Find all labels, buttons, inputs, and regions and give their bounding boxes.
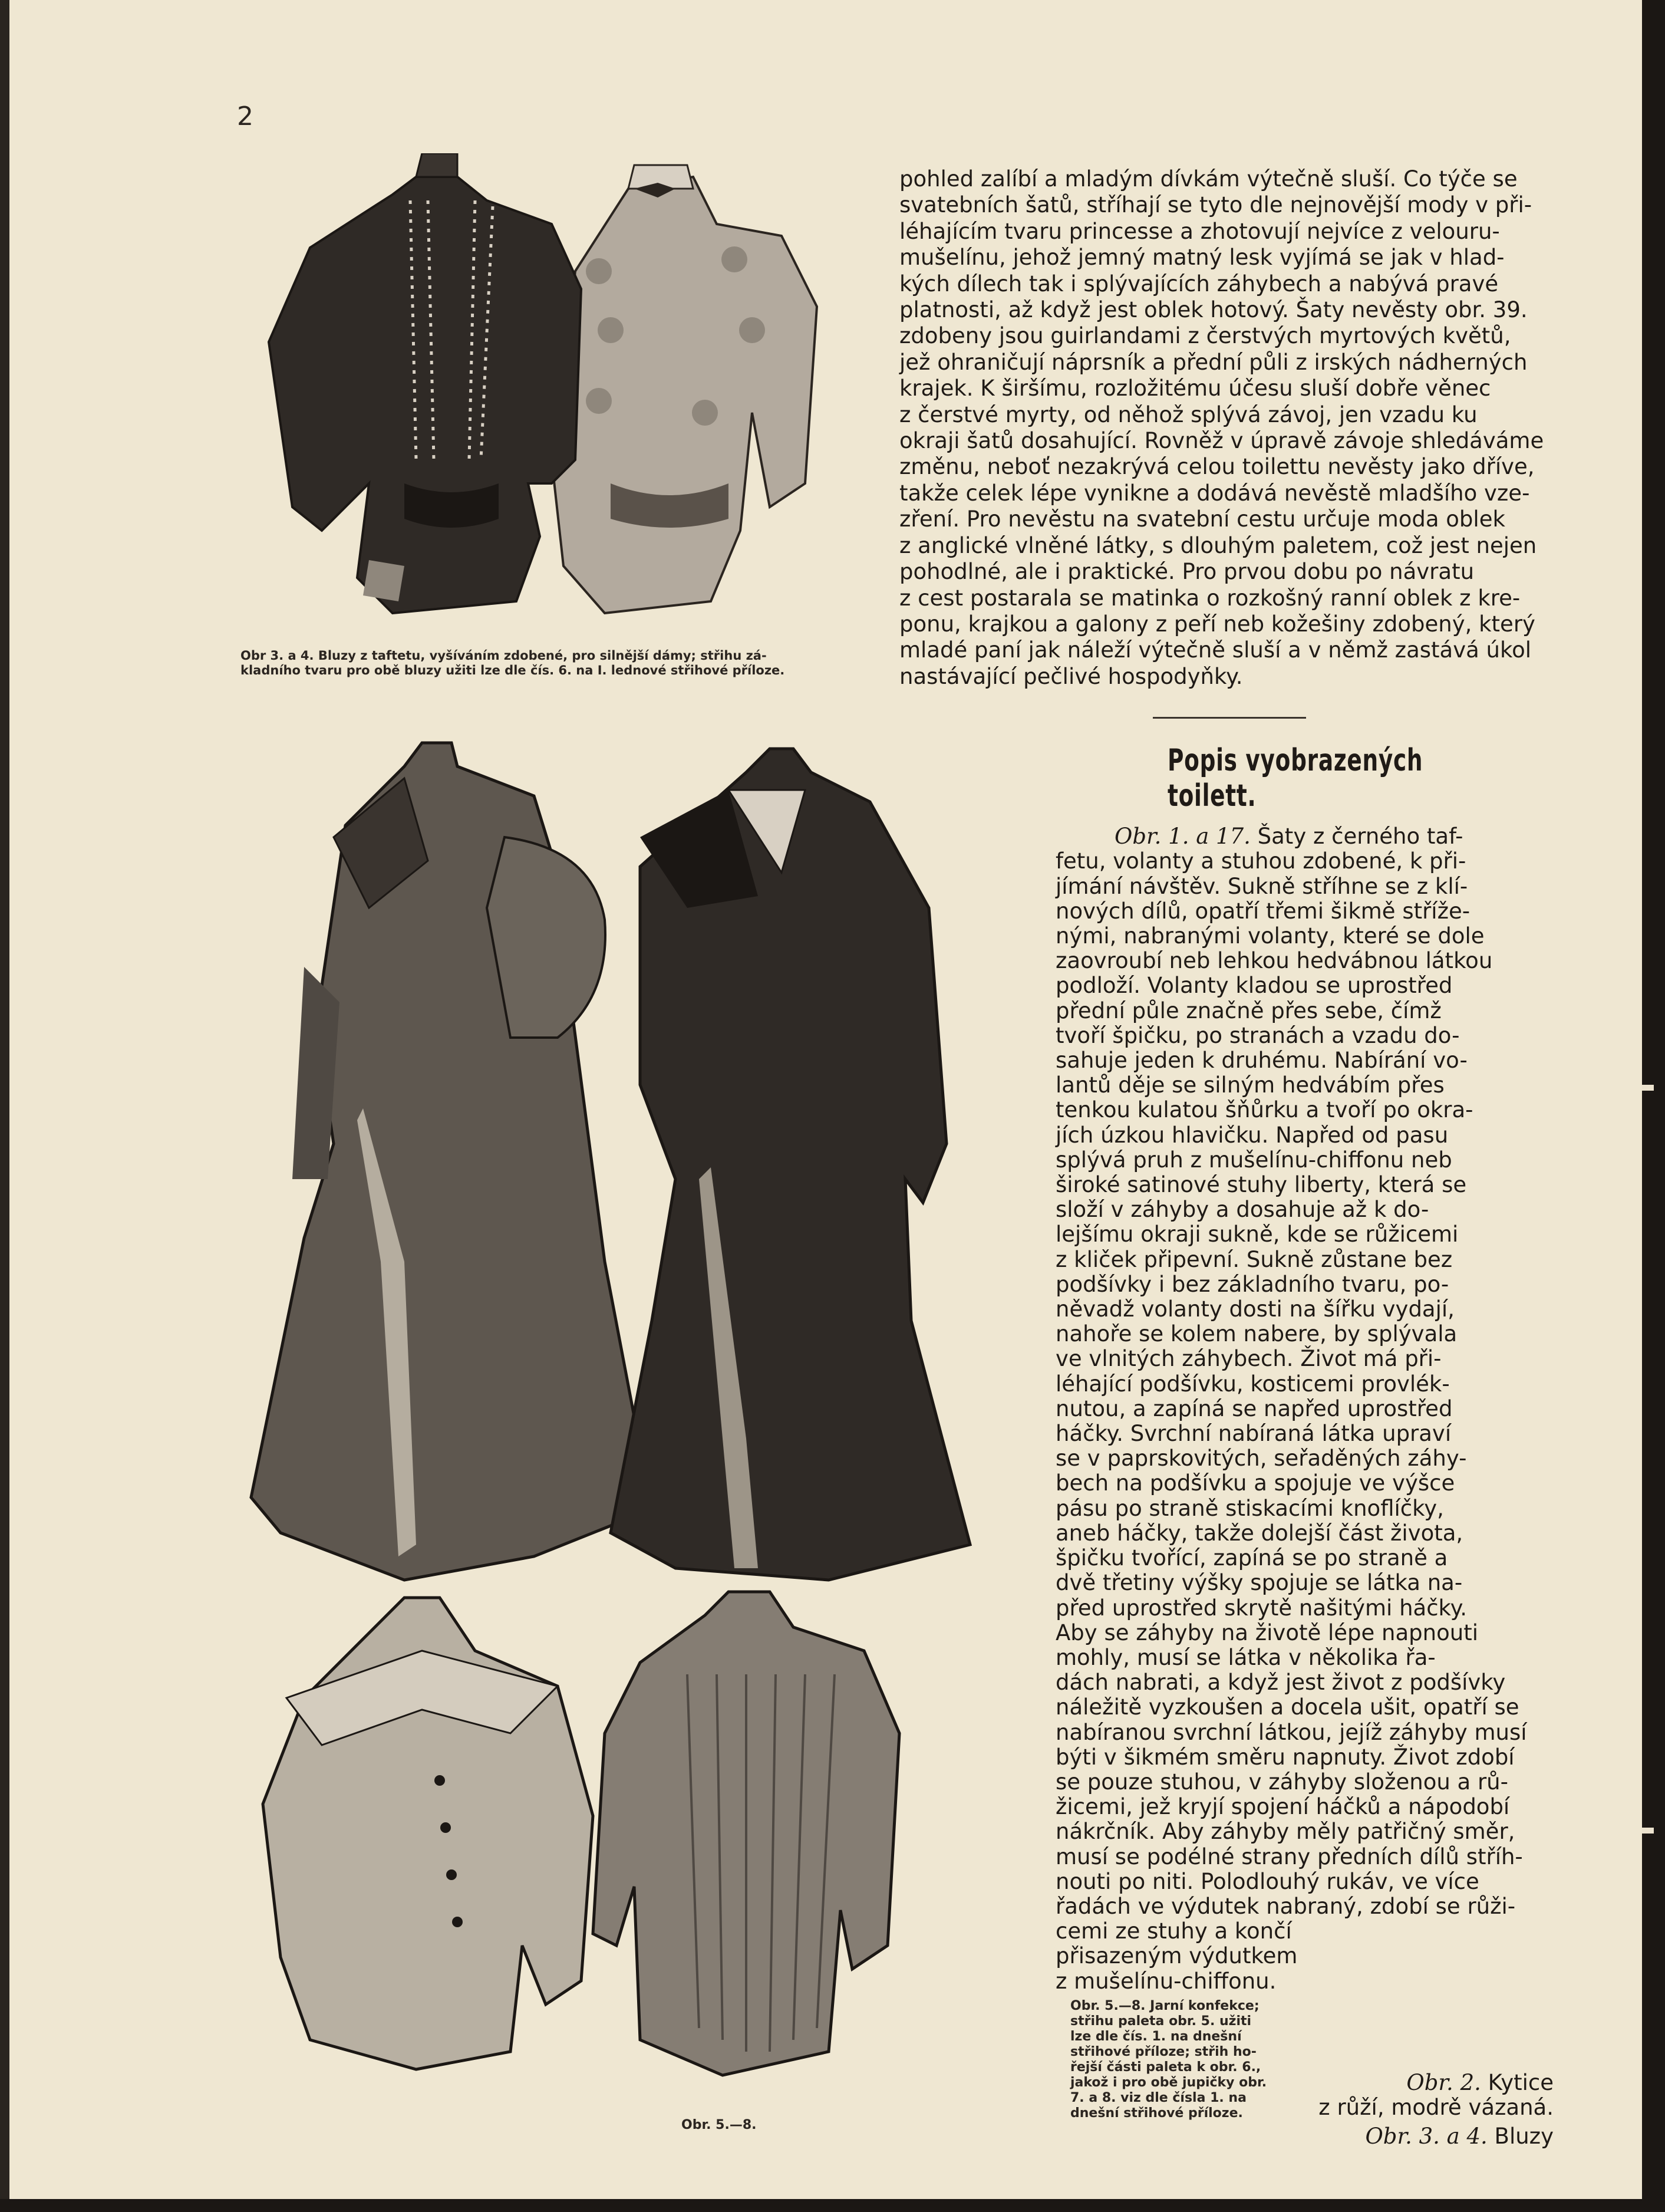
- scan-bottom-edge: [0, 2199, 1665, 2212]
- coats-illustration: [228, 731, 1082, 2111]
- description-body-3: Bluzy: [1487, 2124, 1554, 2150]
- description-text: [1056, 799, 1551, 1994]
- blouses-illustration: [222, 153, 846, 637]
- figure-ref-italic-2: Obr. 2.: [1406, 2070, 1481, 2096]
- section-heading: Popis vyobrazených toilett.: [1168, 743, 1423, 814]
- figure-blouses-3-4: [222, 153, 846, 637]
- figure-caption-blouses: Obr 3. a 4. Bluzy z taftetu, vyšíváním zdobené, pro silnější dámy; střihu zá- kladního tvaru pro obě bluzy užiti lze dle čís. 6. na I. lednové střihové příloze.: [240, 649, 785, 677]
- top-column-text: pohled zalíbí a mladým dívkám výtečně sluší. Co týče se svatebních šatů, stříhají se tyto dle nejnovější mody v při- léhajícím tvaru princesse a zhotovují nejvíce z velouru- mušelínu, jehož jemný matný lesk vyjímá se jak v hlad- kých dílech tak i splývajících záhybech a nabývá pravé platnosti, až když jest oblek hotový. Šaty nevěsty obr. 39. zdobeny jsou guirlandami z čerstvých myrtových květů, jež ohraničují náprsník a přední půli z irských nádherných krajek. K širšímu, rozložitému účesu sluší dobře věnec z čerstvé myrty, od něhož splývá závoj, jen vzadu ku okraji šatů dosahující. Rovněž v úpravě závoje shledáváme změnu, neboť nezakrývá celou toilettu nevěsty jako dříve, takže celek lépe vynikne a dodává nevěstě mladšího vze- zření. Pro nevěstu na svatební cestu určuje moda oblek z anglické vlněné látky, s dlouhým paletem, což jest nejen pohodlné, ale i praktické. Pro prvou dobu po návratu z cest postarala se matinka o rozkošný ranní oblek z kre- ponu, krajkou a galony z peří neb kožešiny zdobený, který mladé paní jak náleží výtečně sluší a v němž zastává úkol nastávající pečlivé hospodyňky.: [899, 166, 1544, 689]
- figure-ref-italic-3: Obr. 3. a 4.: [1365, 2124, 1488, 2150]
- figure-caption-coats: Obr. 5.—8. Jarní konfekce; střihu paleta obr. 5. užiti lze dle čís. 1. na dnešní střihové příloze; střih ho- řejší části paleta k obr. 6., jakož i pro obě jupičky obr. 7. a 8. viz dle čísla 1. na dnešní střihové příloze.: [1070, 1999, 1267, 2121]
- description-body-2: Kytice z růží, modrě vázaná.: [1318, 2070, 1554, 2121]
- magazine-page: [9, 0, 1642, 2199]
- figure-coats-5-8: [228, 731, 1082, 2111]
- description-body: Šaty z černého taf- fetu, volanty a stuhou zdobené, k při- jímání návštěv. Sukně stříhne se z klí- nových dílů, opatří třemi šikmě stříže- nými, nabranými volanty, které se dole zaovroubí neb lehkou hedvábnou látkou podloží. Volanty kladou se uprostřed přední půle značně přes sebe, čímž tvoří špičku, po stranách a vzadu do- sahuje jeden k druhému. Nabírání vo- lantů děje se silným hedvábím přes tenkou kulatou šňůrku a tvoří po okra- jích úzkou hlavičku. Napřed od pasu splývá pruh z mušelínu-chiffonu neb široké satinové stuhy liberty, která se složí v záhyby a dosahuje až k do- lejšímu okraji sukně, kde se růžicemi z kliček připevní. Sukně zůstane bez podšívky i bez základního tvaru, po- něvadž volanty dosti na šířku vydají, nahoře se kolem nabere, by splývala ve vlnitých záhybech. Život má při- léhající podšívku, kosticemi provlék- nutou, a zapíná se napřed uprostřed háčky. Svrchní nabíraná látka upraví se v paprskovitých, seřaděných záhy- bech na podšívku a spojuje ve výšce pásu po straně stiskacími knoflíčky, aneb háčky, takže dolejší část života, špičku tvořící, zapíná se po straně a dvě třetiny výšky spojuje se látka na- před uprostřed skrytě našitými háčky. Aby se záhyby na životě lépe napnouti mohly, musí se látka v několika řa- dách nabrati, a když jest život z podšívky náležitě vyzkoušen a docela ušit, opatří se nabíranou svrchní látkou, jejíž záhyby musí býti v šikmém směru napnuty. Život zdobí se pouze stuhou, v záhyby složenou a rů- žicemi, jež kryjí spojení háčků a nápodobí nákrčník. Aby záhyby měly patřičný směr, musí se podélné strany předních dílů stříh- nouti po niti. Polodlouhý rukáv, ve více řadách ve výdutek nabraný, zdobí se růži- cemi ze stuhy a končí přisazeným výdutkem z mušelínu-chiffonu.: [1056, 824, 1527, 1994]
- description-text-tail: [1359, 2098, 1554, 2150]
- scan-edge: [1642, 0, 1665, 2212]
- page-number: 2: [237, 101, 253, 131]
- figure-label-coats: Obr. 5.—8.: [681, 2118, 757, 2132]
- figure-ref-italic: Obr. 1. a 17.: [1115, 824, 1251, 850]
- divider-rule: [1153, 717, 1306, 719]
